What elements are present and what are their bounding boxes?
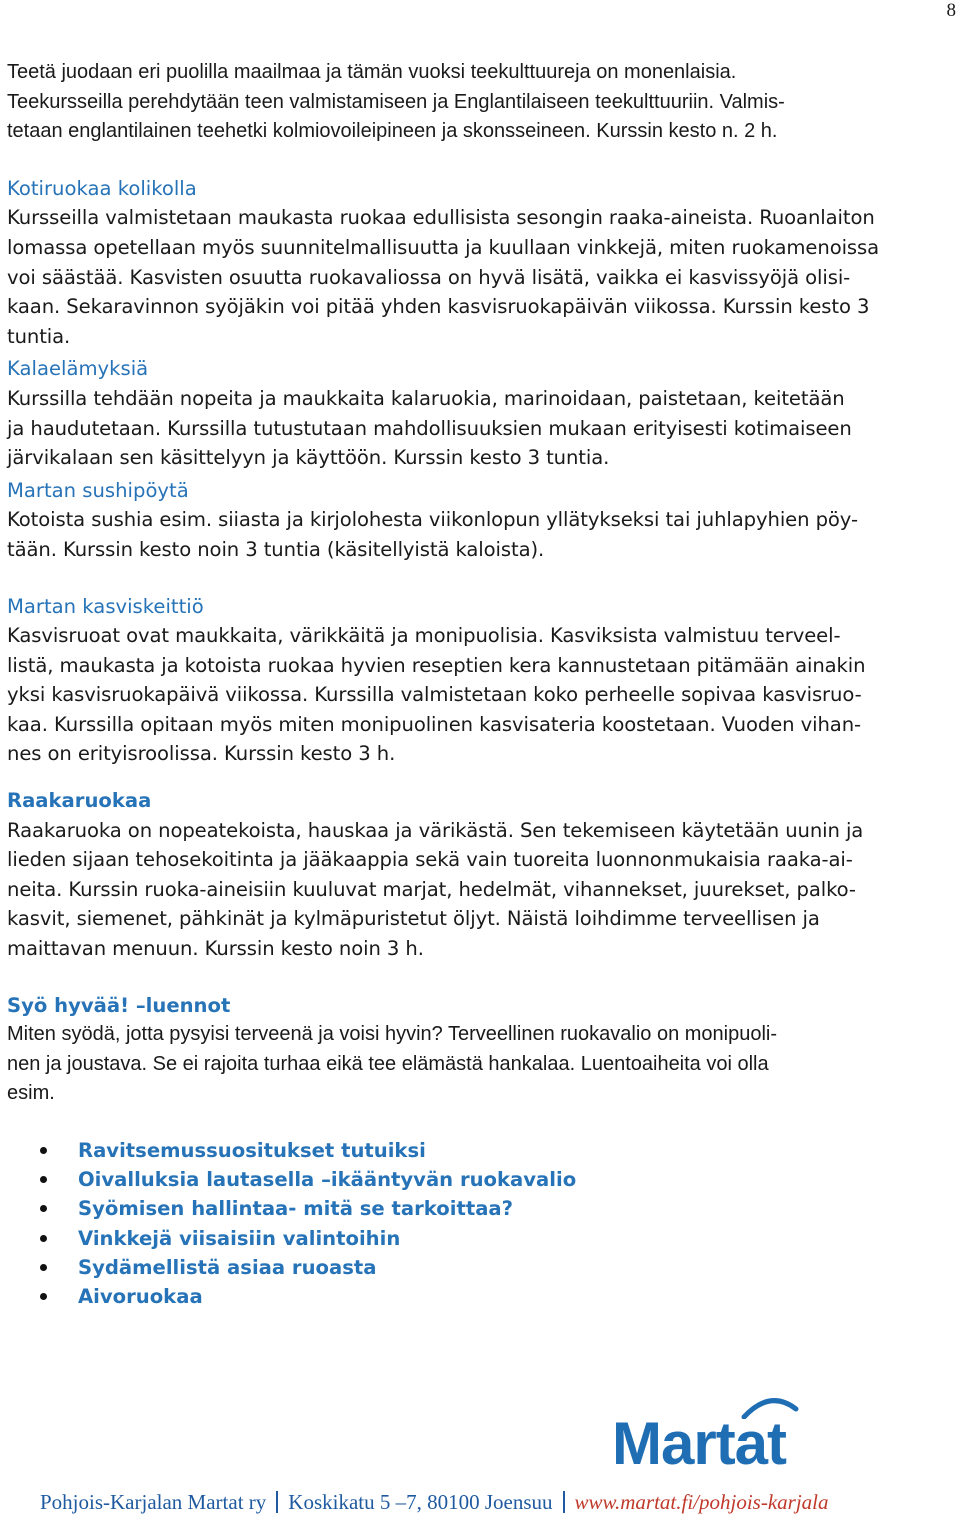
section-heading: Raakaruokaa: [7, 789, 152, 813]
body-line: järvikalaan sen käsittelyyn ja käyttöön. Kurssin kesto 3 tuntia.: [7, 446, 610, 470]
intro-line: Teekursseilla perehdytään teen valmistamiseen ja Englantilaiseen teekulttuuriin. Valmis-: [7, 90, 785, 113]
body-line: esim.: [7, 1082, 55, 1105]
body-line: kasvit, siemenet, pähkinät ja kylmäpuristetut öljyt. Näistä loihdimme terveellisen ja: [7, 907, 820, 931]
body-line: tään. Kurssin kesto noin 3 tuntia (käsitellyistä kaloista).: [7, 537, 545, 561]
list-item: [7, 1253, 951, 1282]
section-syo-hyvaa: [7, 991, 951, 1109]
section-heading: Kotiruokaa kolikolla: [7, 176, 197, 200]
body-line: Kotoista sushia esim. siiasta ja kirjolohesta viikonlopun yllätykseksi tai juhlapyhien pöy-: [7, 508, 858, 532]
list-item: [7, 1165, 951, 1194]
body-line: Kursseilla valmistetaan maukasta ruokaa edullisista sesongin raaka-aineista. Ruoanlaiton: [7, 206, 875, 230]
body-line: voi säästää. Kasvisten osuutta ruokavaliossa on hyvä lisätä, vaikka ei kasvissyöjä olisi-: [7, 265, 851, 289]
section-heading: Martan kasviskeittiö: [7, 594, 204, 618]
section-kotiruokaa: [7, 174, 951, 352]
intro-paragraph: [7, 58, 951, 147]
section-heading: Syö hyvää! –luennot: [7, 993, 231, 1017]
footer-divider: [563, 1491, 565, 1513]
intro-line: tetaan englantilainen teehetki kolmiovoileipineen ja skonsseineen. Kurssin kesto n. 2 h.: [7, 120, 778, 143]
footer-org: Pohjois-Karjalan Martat ry: [40, 1489, 267, 1514]
body-line: Raakaruoka on nopeatekoista, hauskaa ja värikästä. Sen tekemiseen käytetään uunin ja: [7, 818, 864, 842]
list-item: [7, 1224, 951, 1253]
topic-label: Syömisen hallintaa- mitä se tarkoittaa?: [78, 1197, 514, 1221]
body-line: kaan. Sekaravinnon syöjäkin voi pitää yhden kasvisruokapäivän viikossa. Kurssin kesto 3: [7, 295, 870, 319]
topic-label: Sydämellistä asiaa ruoasta: [78, 1255, 377, 1279]
bullet-icon: [40, 1264, 47, 1271]
body-line: Kasvisruoat ovat maukkaita, värikkäitä ja monipuolisia. Kasviksista valmistuu terveel-: [7, 624, 841, 648]
body-line: nes on erityisroolissa. Kurssin kesto 3 h.: [7, 742, 396, 766]
body-line: listä, maukasta ja kotoista ruokaa hyvien reseptien kera kannustetaan pitämään ainakin: [7, 653, 866, 677]
page-number: 8: [946, 0, 956, 21]
bullet-icon: [40, 1235, 47, 1242]
body-line: kaa. Kurssilla opitaan myös miten monipuolinen kasvisateria koostetaan. Vuoden vihan-: [7, 712, 861, 736]
body-line: lieden sijaan tehosekoitinta ja jääkaappia sekä vain tuoreita luonnonmukaisia raaka-ai-: [7, 848, 853, 872]
list-item: [7, 1282, 951, 1311]
body-line: nen ja joustava. Se ei rajoita turhaa eikä tee elämästä hankalaa. Luentoaiheita voi olla: [7, 1052, 769, 1075]
body-line: lomassa opetellaan myös suunnitelmallisuutta ja kuullaan vinkkejä, miten ruokamenoissa: [7, 235, 880, 259]
document-body: [7, 58, 951, 1311]
bullet-icon: [40, 1176, 47, 1183]
list-item: [7, 1194, 951, 1223]
bullet-icon: [40, 1205, 47, 1212]
body-line: yksi kasvisruokapäivä viikossa. Kurssilla valmistetaan koko perheelle sopivaa kasvisruo-: [7, 683, 862, 707]
bullet-icon: [40, 1293, 47, 1300]
footer-divider: [276, 1491, 278, 1513]
body-line: neita. Kurssin ruoka-aineisiin kuuluvat marjat, hedelmät, vihannekset, juurekset, palko-: [7, 877, 856, 901]
body-line: tuntia.: [7, 324, 71, 348]
bullet-icon: [40, 1147, 47, 1154]
footer: [40, 1487, 900, 1517]
lecture-topics-list: [7, 1136, 951, 1311]
intro-line: Teetä juodaan eri puolilla maailmaa ja tämän vuoksi teekulttuureja on monenlaisia.: [7, 61, 737, 83]
topic-label: Oivalluksia lautasella –ikääntyvän ruokavalio: [78, 1168, 577, 1192]
topic-label: Aivoruokaa: [78, 1285, 203, 1309]
logo-text: Martat: [612, 1410, 787, 1477]
body-line: ja haudutetaan. Kurssilla tutustutaan mahdollisuuksien mukaan erityisesti kotimaiseen: [7, 416, 852, 440]
footer-address: Koskikatu 5 –7, 80100 Joensuu: [288, 1489, 553, 1514]
section-sushipoyta: [7, 476, 951, 565]
topic-label: Vinkkejä viisaisiin valintoihin: [78, 1226, 401, 1250]
body-line: Kurssilla tehdään nopeita ja maukkaita kalaruokia, marinoidaan, paistetaan, keitetään: [7, 386, 845, 410]
section-heading: Kalaelämyksiä: [7, 357, 149, 381]
body-line: Miten syödä, jotta pysyisi terveenä ja voisi hyvin? Terveellinen ruokavalio on monipuoli-: [7, 1023, 778, 1046]
topic-label: Ravitsemussuositukset tutuiksi: [78, 1139, 426, 1162]
martat-logo: [612, 1395, 862, 1485]
section-kalaelamyksia: [7, 354, 951, 472]
list-item: [7, 1136, 951, 1165]
footer-url-link[interactable]: www.martat.fi/pohjois-karjala: [574, 1489, 829, 1514]
section-raakaruokaa: [7, 786, 951, 964]
body-line: maittavan menuun. Kurssin kesto noin 3 h.: [7, 937, 424, 961]
section-heading: Martan sushipöytä: [7, 478, 189, 502]
section-kasviskeittio: [7, 592, 951, 770]
